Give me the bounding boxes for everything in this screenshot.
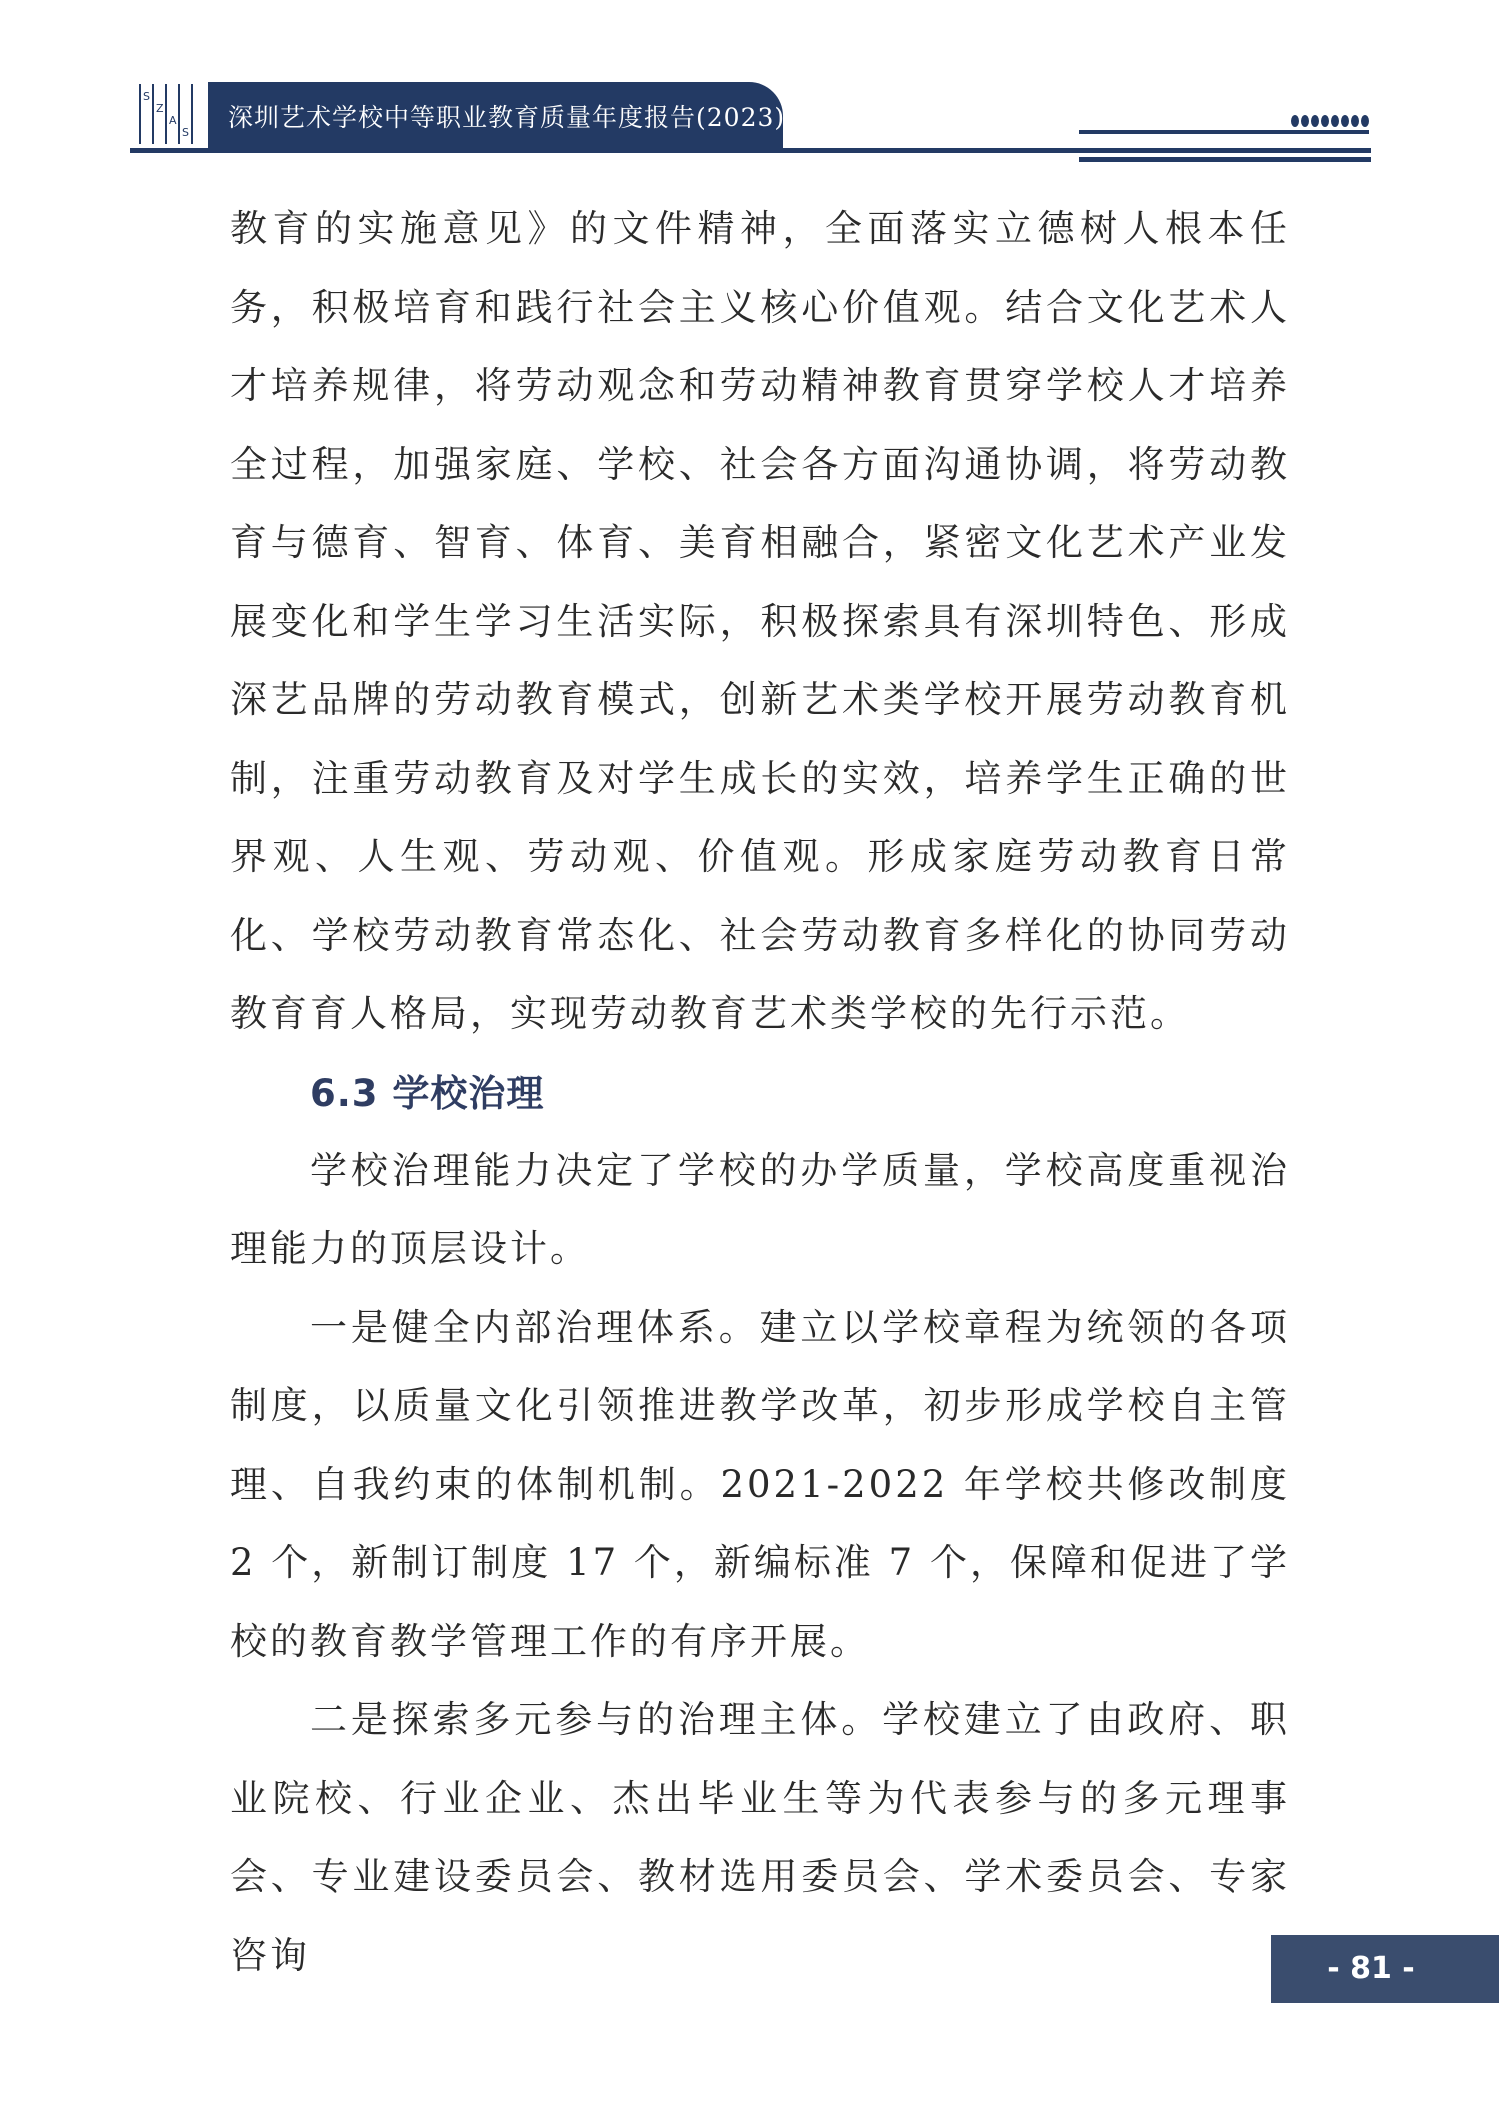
header-rule <box>130 148 1371 153</box>
section-heading: 6.3 学校治理 <box>310 1071 545 1115</box>
page-number: - 81 - <box>1327 1951 1415 1986</box>
document-body <box>230 190 1290 1995</box>
body-paragraph: 二是探索多元参与的治理主体。学校建立了由政府、职业院校、行业企业、杰出毕业生等为代表参与的多元理事会、专业建设委员会、教材选用委员会、学术委员会、专家咨询 <box>230 1698 1290 1977</box>
logo-letter: S <box>182 126 189 139</box>
header-rule-lower <box>1079 157 1371 162</box>
decorative-dots-icon <box>1290 114 1370 128</box>
school-logo <box>136 78 202 148</box>
body-paragraph: 学校治理能力决定了学校的办学质量，学校高度重视治理能力的顶层设计。 <box>230 1148 1290 1270</box>
logo-letter: Z <box>156 102 164 115</box>
body-paragraph: 教育的实施意见》的文件精神，全面落实立德树人根本任务，积极培育和践行社会主义核心价值观。结合文化艺术人才培养规律，将劳动观念和劳动精神教育贯穿学校人才培养全过程，加强家庭、学校、社会各方面沟通协调，将劳动教育与德育、智育、体育、美育相融合，紧密文化艺术产业发展变化和学生学习生活实际，积极探索具有深圳特色、形成深艺品牌的劳动教育模式，创新艺术类学校开展劳动教育机制，注重劳动教育及对学生成长的实效，培养学生正确的世界观、人生观、劳动观、价值观。形成家庭劳动教育日常化、学校劳动教育常态化、社会劳动教育多样化的协同劳动教育育人格局，实现劳动教育艺术类学校的先行示范。 <box>230 207 1290 1035</box>
logo-letter: S <box>143 90 150 103</box>
header-rule-upper <box>1079 130 1369 134</box>
logo-letter: A <box>169 114 177 127</box>
body-paragraph: 一是健全内部治理体系。建立以学校章程为统领的各项制度，以质量文化引领推进教学改革，初步形成学校自主管理、自我约束的体制机制。2021-2022 年学校共修改制度 2 个，新制订制度 17 个，新编标准 7 个，保障和促进了学校的教育教学管理工作的有序开展。 <box>230 1305 1290 1663</box>
report-title: 深圳艺术学校中等职业教育质量年度报告(2023) <box>228 103 786 132</box>
